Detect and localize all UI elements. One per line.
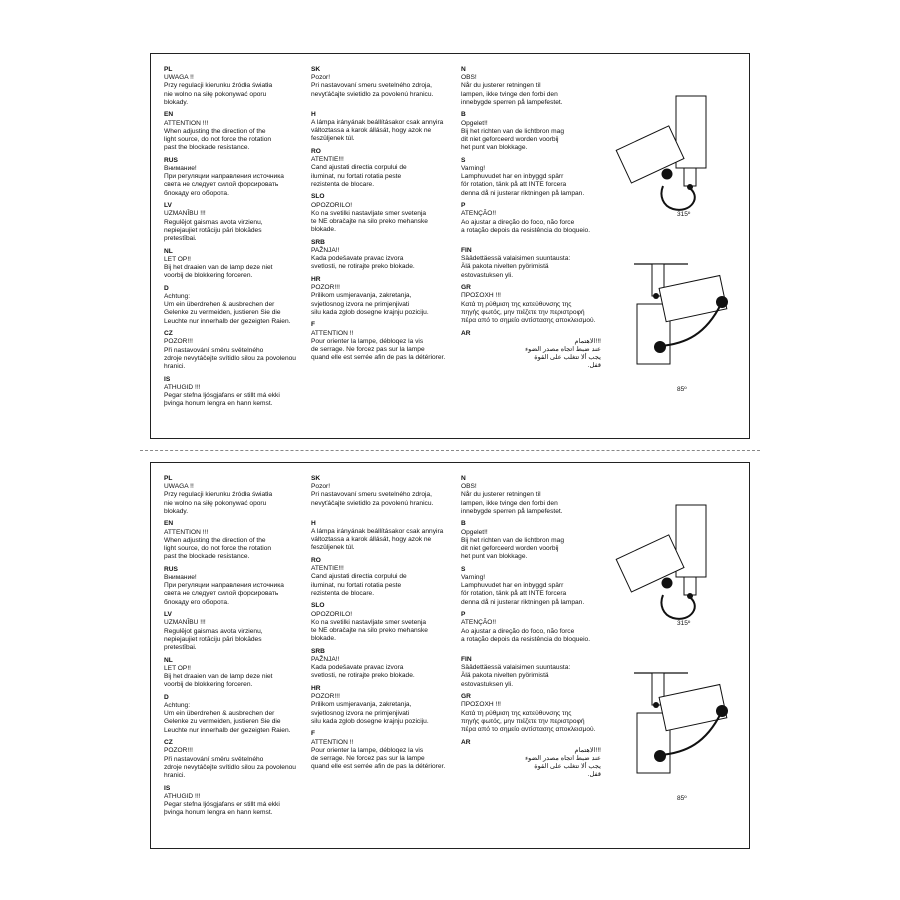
language-code: H [311, 110, 316, 118]
warning-text: UWAGA !! Przy regulacji kierunku źródła światła nie wolno na siłę pokonywać oporu blokady. [164, 483, 273, 515]
language-code: IS [164, 375, 171, 383]
entry-fin [461, 247, 611, 280]
warning-text: ATTENTION !! Pour orienter la lampe, débloqez la vis de serrage. Ne forcez pas sur la lampe quand elle est serrée afin de pas la détériorer. [311, 329, 446, 362]
lamp-rotation-315-diagram [611, 483, 746, 623]
entry-ar [461, 330, 611, 371]
language-code: N [461, 66, 466, 73]
warning-text: OBS! Når du justerer retningen til lampen, ikke tvinge den forbi den innebygde sperren på lampefestet. [461, 483, 563, 515]
warning-text: ATENÇÃO!! Ao ajustar a direção do foco, não force a rotação depois da resistência do bloqueio. [461, 210, 591, 234]
language-code: CZ [164, 739, 173, 747]
warning-text: POZOR!!! Prilikom usmjeravanja, zakretanja, svjetlosnog izvora ne primjenjivati silu kada zglob dosegne krajnju poziciju. [311, 284, 429, 316]
language-code: GR [461, 693, 471, 701]
entry-f [311, 321, 459, 362]
warning-text: Achtung: Um ein überdrehen & ausbrechen der Gelenke zu vermeiden, justieren Sie die Leuchte nur innerhalb der gezeigten Raien. [164, 702, 291, 734]
language-code: FIN [461, 656, 472, 664]
language-code: D [164, 693, 169, 701]
entry-en [164, 111, 304, 152]
entry-h [311, 520, 459, 553]
entry-n [461, 66, 611, 107]
column-1 [164, 475, 304, 822]
entry-b [461, 520, 611, 561]
lamp-rotation-85-diagram [626, 663, 746, 788]
language-code: RO [311, 148, 321, 156]
entry-en [164, 520, 304, 561]
language-code: PL [164, 475, 173, 482]
warning-text: LET OP!! Bij het draaien van de lamp deze niet voorbij de blokkering forceren. [164, 255, 273, 280]
entry-is [164, 785, 304, 818]
language-code: AR [461, 738, 471, 746]
language-code: B [461, 111, 466, 119]
entry-gr [461, 284, 611, 325]
column-3 [461, 66, 611, 375]
entry-ar [461, 739, 611, 780]
language-code: P [461, 611, 466, 619]
entry-nl [164, 248, 304, 281]
warning-text: UZMANĪBU !!! Regulējot gaismas avota virzienu, nepiejaujiet rotāciju pāri blokādes pretestībai. [164, 210, 263, 243]
warning-text: ATENÇÃO!! Ao ajustar a direção do foco, não force a rotação depois da resistência do bloqueio. [461, 619, 591, 643]
warning-text: Säädettäessä valaisimen suuntausta: Älä pakota nivelten pyörimistä estovastuksen yli. [461, 255, 571, 279]
language-code: EN [164, 111, 174, 119]
entry-is [164, 376, 304, 409]
language-code: SRB [311, 647, 325, 655]
language-code: SK [311, 66, 321, 73]
warning-text: POZOR!!! Prilikom usmjeravanja, zakretanja, svjetlosnog izvora ne primjenjivati silu kada zglob dosegne krajnju poziciju. [311, 693, 429, 725]
entry-sk [311, 475, 459, 508]
column-3 [461, 475, 611, 784]
warning-text: ATENTIE!!! Cand ajustati directia corpului de iluminat, nu fortati rotatia peste rezistenta de blocare. [311, 156, 407, 188]
warning-text: ATHUGID !!! Pegar stefna ljósgjafans er stillt má ekki þvinga honum lengra en hann kemst. [164, 383, 280, 408]
lamp-rotation-315-diagram [611, 74, 746, 214]
entry-ro [311, 148, 459, 189]
warning-text: ATTENTION !! Pour orienter la lampe, débloqez la vis de serrage. Ne forcez pas sur la lampe quand elle est serrée afin de pas la détériorer. [311, 738, 446, 771]
warning-text: PAŽNJA!! Kada podešavate pravac izvora svetlosti, ne rotirajte preko blokade. [311, 247, 415, 271]
language-code: LV [164, 611, 172, 619]
language-code: LV [164, 202, 172, 210]
warning-text: Pozor! Pri nastavovaní smeru svetelného zdroja, nevyťáčajte svietidlo za povolenú hranicu. [311, 74, 434, 98]
warning-text: ATTENTION !!! When adjusting the direction of the light source, do not force the rotation past the blockade resistance. [164, 528, 272, 561]
entry-d [164, 694, 304, 735]
entry-p [461, 611, 611, 644]
warning-text: Säädettäessä valaisimen suuntausta: Älä pakota nivelten pyörimistä estovastuksen yli. [461, 664, 571, 688]
language-code: SLO [311, 193, 325, 201]
column-1 [164, 66, 304, 413]
angle-label-85: 85º [677, 795, 687, 802]
language-code: SK [311, 475, 321, 482]
entry-slo [311, 602, 459, 643]
language-code: NL [164, 656, 173, 664]
angle-label-315: 315º [677, 620, 691, 627]
warning-text: Achtung: Um ein überdrehen & ausbrechen der Gelenke zu vermeiden, justieren Sie die Leuchte nur innerhalb der gezeigten Raien. [164, 293, 291, 325]
language-code: N [461, 475, 466, 482]
language-code: HR [311, 276, 321, 284]
warning-text: ATHUGID !!! Pegar stefna ljósgjafans er stillt má ekki þvinga honum lengra en hann kemst. [164, 792, 280, 817]
language-code: EN [164, 520, 174, 528]
warning-text: A lámpa irányának beállításakor csak annyira változtassa a karok állását, hogy azok ne feszüljenek túl. [311, 528, 444, 552]
language-code: D [164, 284, 169, 292]
language-code: F [311, 730, 316, 738]
language-code: GR [461, 284, 471, 292]
language-code: FIN [461, 247, 472, 255]
language-code: RUS [164, 565, 178, 573]
entry-h [311, 111, 459, 144]
entry-n [461, 475, 611, 516]
language-code: AR [461, 329, 471, 337]
entry-s [461, 566, 611, 607]
entry-f [311, 730, 459, 771]
warning-text: Внимание! При регуляции направления источника света не следует силой форсировать блокаду его оборота. [164, 574, 284, 606]
warning-text: OBS! Når du justerer retningen til lampen, ikke tvinge den forbi den innebygde sperren på lampefestet. [461, 74, 563, 106]
entry-nl [164, 657, 304, 690]
column-2 [311, 66, 459, 367]
warning-text: ΠΡΟΣΟΧΗ !!! Κατά τη ρύθμιση της κατεύθυνσης της πηγής φωτός, μην πιέζετε την περιστροφή πέρα από το σημείο αντίστασης αποκλεισμού. [461, 292, 596, 325]
language-code: IS [164, 784, 171, 792]
entry-fin [461, 656, 611, 689]
entry-hr [311, 276, 459, 317]
warning-text: Opgelet!! Bij het richten van de lichtbron mag dit niet geforceerd worden voorbij het punt van blokkage. [461, 528, 564, 561]
entry-rus [164, 157, 304, 198]
warning-text: ATENTIE!!! Cand ajustati directia corpului de iluminat, nu fortati rotatia peste rezistenta de blocare. [311, 565, 407, 597]
warning-text: UWAGA !! Przy regulacji kierunku źródła światła nie wolno na siłę pokonywać oporu blokady. [164, 74, 273, 106]
warning-text: PAŽNJA!! Kada podešavate pravac izvora svetlosti, ne rotirajte preko blokade. [311, 656, 415, 680]
entry-ro [311, 557, 459, 598]
warning-text: OPOZORILO! Ko na svetilki nastavljate smer svetenja te NE obračajte na silo preko mehanske blokade. [311, 201, 428, 234]
language-code: H [311, 519, 316, 527]
entry-d [164, 285, 304, 326]
angle-label-315: 315º [677, 211, 691, 218]
language-code: PL [164, 66, 173, 73]
entry-p [461, 202, 611, 235]
warning-text: A lámpa irányának beállításakor csak annyira változtassa a karok állását, hogy azok ne feszüljenek túl. [311, 119, 444, 143]
language-code: CZ [164, 330, 173, 338]
language-code: HR [311, 685, 321, 693]
language-code: P [461, 202, 466, 210]
entry-pl [164, 66, 304, 107]
lamp-rotation-85-diagram [626, 254, 746, 379]
warning-text: Varning! Lamphuvudet har en inbyggd spärr för rotation, tänk på att INTE forcera denna då ni justerar riktningen på lampan. [461, 574, 585, 606]
language-code: F [311, 321, 316, 329]
warning-text: UZMANĪBU !!! Regulējot gaismas avota virzienu, nepiejaujiet rotāciju pāri blokādes pretestībai. [164, 619, 263, 652]
entry-cz [164, 739, 304, 780]
warning-text: POZOR!!! Při nastavování směru světelného zdroje nevytáčejte svítidlo silou za povolenou hranici. [164, 338, 296, 371]
entry-lv [164, 611, 304, 652]
entry-sk [311, 66, 459, 99]
language-code: SRB [311, 238, 325, 246]
warning-text: !!!الاهتمام عند ضبط اتجاه مصدر الضوء يجب ألا تتغلب على القوة قفل. [525, 337, 601, 370]
language-code: NL [164, 247, 173, 255]
language-code: RO [311, 557, 321, 565]
column-2 [311, 475, 459, 776]
warning-text: Opgelet!! Bij het richten van de lichtbron mag dit niet geforceerd worden voorbij het punt van blokkage. [461, 119, 564, 152]
entry-lv [164, 202, 304, 243]
warning-text: Внимание! При регуляции направления источника света не следует силой форсировать блокаду его оборота. [164, 165, 284, 197]
warning-text: !!!الاهتمام عند ضبط اتجاه مصدر الضوء يجب ألا تتغلب على القوة قفل. [525, 746, 601, 779]
warning-text: Pozor! Pri nastavovaní smeru svetelného zdroja, nevyťáčajte svietidlo za povolenú hranicu. [311, 483, 434, 507]
instruction-panel-bottom [150, 462, 750, 849]
warning-text: Varning! Lamphuvudet har en inbyggd spärr för rotation, tänk på att INTE forcera denna då ni justerar riktningen på lampan. [461, 165, 585, 197]
language-code: B [461, 520, 466, 528]
entry-srb [311, 239, 459, 272]
entry-slo [311, 193, 459, 234]
entry-srb [311, 648, 459, 681]
entry-gr [461, 693, 611, 734]
warning-text: POZOR!!! Při nastavování směru světelného zdroje nevytáčejte svítidlo silou za povolenou hranici. [164, 747, 296, 780]
entry-hr [311, 685, 459, 726]
entry-cz [164, 330, 304, 371]
angle-label-85: 85º [677, 386, 687, 393]
language-code: SLO [311, 602, 325, 610]
entry-b [461, 111, 611, 152]
cut-line [140, 450, 760, 451]
entry-rus [164, 566, 304, 607]
warning-text: ATTENTION !!! When adjusting the direction of the light source, do not force the rotation past the blockade resistance. [164, 119, 272, 152]
language-code: S [461, 156, 466, 164]
language-code: S [461, 565, 466, 573]
entry-s [461, 157, 611, 198]
entry-pl [164, 475, 304, 516]
language-code: RUS [164, 156, 178, 164]
warning-text: OPOZORILO! Ko na svetilki nastavljate smer svetenja te NE obračajte na silo preko mehanske blokade. [311, 610, 428, 643]
instruction-panel-top [150, 53, 750, 439]
warning-text: ΠΡΟΣΟΧΗ !!! Κατά τη ρύθμιση της κατεύθυνσης της πηγής φωτός, μην πιέζετε την περιστροφή πέρα από το σημείο αντίστασης αποκλεισμού. [461, 701, 596, 734]
warning-text: LET OP!! Bij het draaien van de lamp deze niet voorbij de blokkering forceren. [164, 664, 273, 689]
